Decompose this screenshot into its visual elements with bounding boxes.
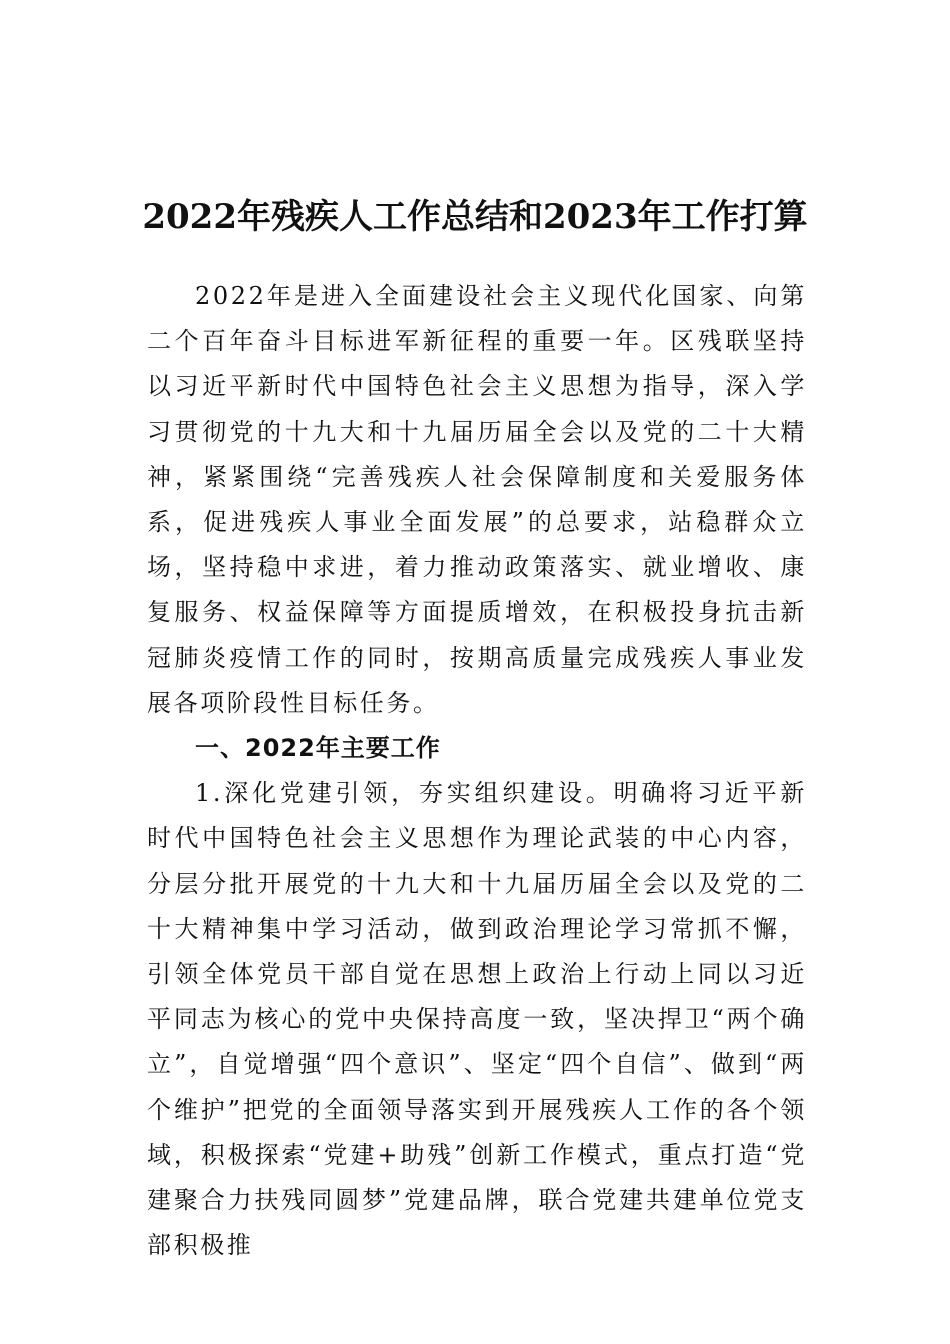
document-title: 2022年残疾人工作总结和2023年工作打算	[142, 196, 808, 237]
body-paragraph: 1.深化党建引领，夯实组织建设。明确将习近平新时代中国特色社会主义思想作为理论武装的中心内容，分层分批开展党的十九大和十九届历届全会以及党的二十大精神集中学习活动，做到政治理论学习常抓不懈，引领全体党员干部自觉在思想上政治上行动上同以习近平同志为核心的党中央保持高度一致，坚决捍卫“两个确立”，自觉增强“四个意识”、坚定“四个自信”、做到“两个维护”把党的全面领导落实到开展残疾人工作的各个领域，积极探索“党建+助残”创新工作模式，重点打造“党建聚合力扶残同圆梦”党建品牌，联合党建共建单位党支部积极推	[147, 779, 807, 1260]
section-heading: 一、2022年主要工作	[195, 734, 441, 763]
document-body	[147, 274, 807, 1268]
intro-paragraph: 2022年是进入全面建设社会主义现代化国家、向第二个百年奋斗目标进军新征程的重要一年。区残联坚持以习近平新时代中国特色社会主义思想为指导，深入学习贯彻党的十九大和十九届历届全会以及党的二十大精神，紧紧围绕“完善残疾人社会保障制度和关爱服务体系，促进残疾人事业全面发展”的总要求，站稳群众立场，坚持稳中求进，着力推动政策落实、就业增收、康复服务、权益保障等方面提质增效，在积极投身抗击新冠肺炎疫情工作的同时，按期高质量完成残疾人事业发展各项阶段性目标任务。	[147, 282, 807, 717]
